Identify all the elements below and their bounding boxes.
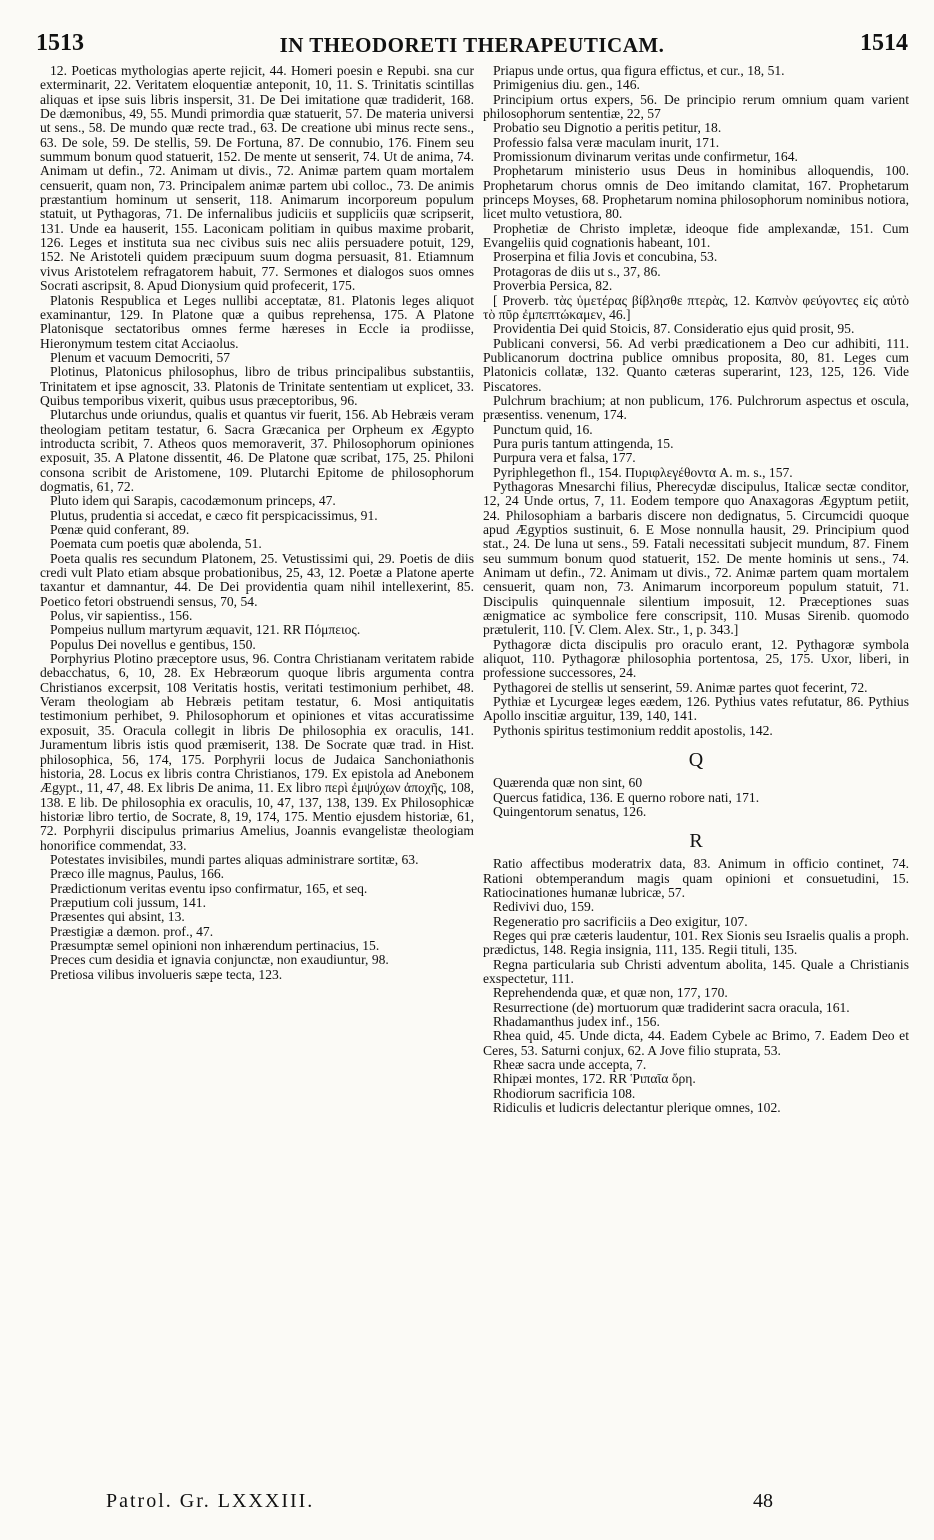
index-entry: Pura puris tantum attingenda, 15. <box>493 435 674 451</box>
index-entry: Præputium coli jussum, 141. <box>50 894 206 910</box>
index-entry: Populus Dei novellus e gentibus, 150. <box>50 636 256 652</box>
index-entry: Providentia Dei quid Stoicis, 87. Consideratio ejus quid prosit, 95. <box>493 321 855 337</box>
index-entry: Punctum quid, 16. <box>493 421 593 437</box>
right-column <box>483 64 909 1115</box>
running-title: IN THEODORETI THERAPEUTICAM. <box>279 33 665 57</box>
index-entry: Preces cum desidia et ignavia conjunctæ, non exaudiuntur, 98. <box>50 952 389 968</box>
index-entry: Principium ortus expers, 56. De principio rerum omnium quam varient philosophorum sententiæ, 22, 57 <box>483 91 909 122</box>
index-entry: Protagoras de diis ut s., 37, 86. <box>493 263 661 279</box>
index-entry: Poemata cum poetis quæ abolenda, 51. <box>50 536 262 552</box>
index-entry: Rheæ sacra unde accepta, 7. <box>493 1057 647 1072</box>
index-entry: Professio falsa veræ maculam inurit, 171. <box>493 134 720 150</box>
running-header <box>36 30 908 60</box>
index-entry: Rhadamanthus judex inf., 156. <box>493 1013 660 1029</box>
index-entry: Pyriphlegethon fl., 154. Πυριφλεγέθοντα A. m. s., 157. <box>493 464 793 480</box>
index-entry: Rhipæi montes, 172. RR Ῥιπαῖα ὄρη. <box>493 1071 696 1087</box>
index-entry: Redivivi duo, 159. <box>493 899 595 915</box>
index-entry: Regeneratio pro sacrificiis a Deo exigitur, 107. <box>493 913 748 929</box>
page-number-right: 1514 <box>860 30 908 56</box>
index-entry: Prædictionum veritas eventu ipso confirmatur, 165, et seq. <box>50 880 368 896</box>
index-entry: Rhea quid, 45. Unde dicta, 44. Eadem Cybele ac Brimo, 7. Eadem Deo et Ceres, 53. Saturni conjux, 62. A Jove filio stuprata, 53. <box>483 1028 909 1058</box>
index-entry: Quærenda quæ non sint, 60 <box>493 775 643 791</box>
index-entry: Pythiæ et Lycurgeæ leges eædem, 126. Pythius vates refutatur, 86. Pythius Apollo inscitiæ arguitur, 139, 140, 141. <box>483 694 909 724</box>
page-number-left: 1513 <box>36 30 84 56</box>
index-entry: Pretiosa vilibus involueris sæpe tecta, 123. <box>50 966 283 982</box>
index-entry: Pythagoras Mnesarchi filius, Pherecydæ discipulus, Italicæ sectæ conditor, 12, 24 Unde ortus, 7, 11. Eodem tempore quo Anaxagoras Ægyptum petiit, 24. Philosophiam a barbaris discere non dedignatus, 5. Circumcidi quoque apud Ægyptios sustinuit, 6. E Mose nonnulla hausit, 29. Principium quod stat., 24. De luna ut sens., 59. Fatali necessitati subjecit mundum, 87. Finem seu summum bonum quod statuerit, 152. De mente hominis ut sens., 74. Animam ut defin., 72. Animam ut divis., 72. Animæ partem quam mortalem censuerit, quam non, 73. Animarum incorporeum populum statuit, 71. Discipulis quinquennale silentium imposuit, 12. Præceptiones suas ænigmatice ac symbolice fere conscripsit, 110. Musas Sirenib. quomodo prætulerit, 110. [V. Clem. Alex. Str., 1, p. 343.] <box>483 478 909 638</box>
index-entry: Pluto idem qui Sarapis, cacodæmonum princeps, 47. <box>50 493 336 509</box>
index-entry: Proserpina et filia Jovis et concubina, 53. <box>493 249 718 265</box>
index-entry: Plutarchus unde oriundus, qualis et quantus vir fuerit, 156. Ab Hebræis veram theologiam petitam testatur, 6. Sacra Græcanica per Orpheum ex Ægypto introducta scribit, 7. Atheos quos memoraverit, 37. Philosophorum opiniones exposuit, 35. A Platone dissentit, 46. De Platone quæ scribat, 175, 25. Philoni consona scribit de Aristomene, 109. Plutarchi Epitome de philosophorum dogmatis, 61, 72. <box>40 407 474 494</box>
index-entry: Plotinus, Platonicus philosophus, libro de tribus principalibus substantiis, Trinitatem et ipse agnoscit, 33. Platonis de Trinitate sententiam ut explicet, 33. Quibus temporibus vixerit, quibus usus præceptoribus, 96. <box>40 364 474 408</box>
index-entry: Præsumptæ semel opinioni non inhærendum pertinacius, 15. <box>50 937 380 953</box>
index-entry: Prophetarum ministerio usus Deus in hominibus alloquendis, 100. Prophetarum chorus omnis de Deo imitando clamitat, 167. Prophetarum princeps Moyses, 68. Prophetarum nomina philosophorum nominibus notiora, licet multo vetustiora, 80. <box>483 163 909 222</box>
index-entry: Publicani conversi, 56. Ad verbi prædicationem a Deo cur adhibiti, 111. Publicanorum doctrina publice omnibus proposita, 80, 81. Leges cum Platonicis collatæ, 132. Quanto cæteras superarint, 123, 125, 126. Vide Piscatores. <box>483 335 909 394</box>
index-entry: Purpura vera et falsa, 177. <box>493 450 636 466</box>
index-entry: Potestates invisibiles, mundi partes aliquas administrare sortitæ, 63. <box>50 851 419 867</box>
left-column <box>40 64 474 982</box>
section-letter-r: R <box>689 830 703 853</box>
index-entry: Pythonis spiritus testimonium reddit apostolis, 142. <box>493 722 773 738</box>
index-entry: Pœnæ quid conferant, 89. <box>50 522 190 537</box>
index-entry: Promissionum divinarum veritas unde confirmetur, 164. <box>493 149 798 165</box>
index-entry: Platonis Respublica et Leges nullibi acceptatæ, 81. Platonis leges aliquot examinantur, 129. In Platone quæ a quibus reprehensa, 175. A Platone Platonisque sectatoribus omnes ferme hæreses in Eccle ia prodiisse, Hieronymum testem citat Acciaolus. <box>40 292 474 351</box>
index-entry: Ridiculis et ludicris delectantur plerique omnes, 102. <box>493 1100 781 1116</box>
index-entry: Plenum et vacuum Democriti, 57 <box>50 349 231 365</box>
index-entry: Præstigiæ a dæmon. prof., 47. <box>50 923 214 939</box>
index-entry: Quingentorum senatus, 126. <box>493 803 647 819</box>
index-entry: Plutus, prudentia si accedat, e cæco fit perspicacissimus, 91. <box>50 507 378 523</box>
index-entry: Primigenius diu. gen., 146. <box>493 77 640 93</box>
index-entry: Ratio affectibus moderatrix data, 83. Animum in officio continet, 74. Rationi obtemperandum magis quam opinioni et consuetudini, 15. Ratiocinationes humanæ lubricæ, 57. <box>483 856 909 900</box>
signature-number: 48 <box>753 1490 773 1512</box>
index-entry: Pythagoræ dicta discipulis pro oraculo erant, 12. Pythagoræ symbola aliquot, 110. Pythagoræ philosophia portentosa, 25, 175. Uxor, liberi, in professione successores, 24. <box>483 636 909 681</box>
page-footer <box>38 1490 908 1520</box>
index-entry: Quercus fatidica, 136. E querno robore nati, 171. <box>493 789 760 805</box>
index-entry: Præsentes qui absint, 13. <box>50 909 185 925</box>
index-entry: Reprehendenda quæ, et quæ non, 177, 170. <box>493 985 728 1001</box>
index-entry: Poeta qualis res secundum Platonem, 25. Vetustissimi qui, 29. Poetis de diis credi vult Plato etiam absque probationibus, 25, 43, 12. Poetæ a Platone aperte taxantur et damnantur, 44. De Dei providentia quam nihil intellexerint, 85. Poetico fetori obstruendi sensus, 70, 54. <box>40 550 474 609</box>
index-entry: Priapus unde ortus, qua figura effictus, et cur., 18, 51. <box>493 63 785 78</box>
index-entry: 12. Poeticas mythologias aperte rejicit, 44. Homeri poesin e Repubi. sna cur exterminarit, 22. Veritatem eloquentiæ anteponit, 10, 11. S. Trinitatis scintillas aliquas et ipse suis libris inspersit, 31. De Dei imitatione quæ tradiderit, 168. De dæmonibus, 49, 55. Mundi primordia quæ statuerit, 57. De materia universi ut sens., 58. De mundo quæ recte trad., 63. De creatione ubi minus recte sens., 63. De sole, 59. De stellis, 59. De Fortuna, 87. De connubio, 176. Finem seu summum bonum quod statuerit, 152. De mente ut senserit, 74. Ut de anima, 74. Animam ut defin., 72. Animam ut divis., 72. Animæ partem quam mortalem censuerit, quam non, 73. Principalem animæ partem ubi colloc., 73. De animis præstantium hominum ut senserit, 118. Animarum incorporeum populum statuit, ut Pythagoras, 71. De infernalibus judiciis et suppliciis quæ scripserit, 131. Unde ea hauserit, 155. Laconicam politiam in quibus maxime probarit, 126. Leges et instituta sua nec civibus suis nec aliis persuadere potuit, 129, 152. Ne Aristoteli quidem præcipuum suum dogma persuasit, 81. Etiamnum vivus Aristotelem refragatorem habuit, 77. Sermones et dialogos suos omnes Socrati ascripsit, 8. Apud Dionysium quid profecerit, 175. <box>40 63 474 294</box>
index-entry: [ Proverb. τὰς ὑμετέρας βίβλησθε πτερὰς, 12. Καπνὸν φεύγοντες εἰς αὐτὸ τὸ πῦρ ἐμπεπτώκαμεν, 46.] <box>483 292 909 322</box>
index-entry: Porphyrius Plotino præceptore usus, 96. Contra Christianam veritatem rabide debacchatus, 6, 10, 28. Ex Hebræorum quoque libris argumenta contra Christianos excerpsit, 108 Veritatis hostis, veritati testimonium perhibet, 48. Veram theologiam ab Hebræis petitam testatur, 6. Mosi antiquitatis testimonium perhibet, 9. Philosophorum et opiniones et vitas accuratissime exposuit, 35. Oracula collegit in libris De philosophia ex oraculis, 141. Juramentum libris istis quod præmiserit, 138. De Socrate quæ trad. in Hist. philosophica, 56, 174, 175. Porphyrii locus de Judaica Sanchoniathonis historia, 28. Locus ex libris contra Christianos, 179. Ex epistola ad Anebonem Ægypt., 11, 47, 48. Ex libris De anima, 11. Ex libro περὶ ἐμψύχων ἀποχῆς, 108, 138. E lib. De philosophia ex oraculis, 10, 47, 137, 138, 139. Ex Philosophicæ historiæ libro tertio, de Socrate, 8, 19, 174, 175. Mentio ejusdem historiæ, 61, 72. Porphyrii discipulus primarius Amelius, Joannis evangelistæ theologiam honorifice commendat, 33. <box>40 651 474 853</box>
index-entry: Resurrectione (de) mortuorum quæ tradiderint sacra oracula, 161. <box>493 999 850 1015</box>
index-entry: Præco ille magnus, Paulus, 166. <box>50 866 225 882</box>
index-entry: Polus, vir sapientiss., 156. <box>50 608 193 624</box>
index-entry: Pompeius nullum martyrum æquavit, 121. RR Πόμπειος. <box>50 622 361 638</box>
index-entry: Pythagorei de stellis ut senserint, 59. Animæ partes quot fecerint, 72. <box>493 679 868 695</box>
index-entry: Regna particularia sub Christi adventum abolita, 145. Quale a Christianis exspectetur, 111. <box>483 956 909 986</box>
index-entry: Reges qui præ cæteris laudentur, 101. Rex Sionis seu Israelis qualis a proph. prædictus, 148. Regia insignia, 111, 135. Regii tituli, 135. <box>483 927 909 958</box>
index-entry: Proverbia Persica, 82. <box>493 278 613 294</box>
index-entry: Rhodiorum sacrificia 108. <box>493 1085 636 1101</box>
section-letter-q: Q <box>688 749 704 772</box>
index-entry: Prophetiæ de Christo impletæ, ideoque fide amplexandæ, 151. Cum Evangeliis quid cognationis habeant, 101. <box>483 220 909 251</box>
index-entry: Pulchrum brachium; at non publicum, 176. Pulchrorum aspectus et oscula, præsentiss. venenum, 174. <box>483 392 909 423</box>
index-entry: Probatio seu Dignotio a peritis petitur, 18. <box>493 120 722 136</box>
volume-signature: Patrol. Gr. LXXXIII. <box>106 1490 315 1512</box>
